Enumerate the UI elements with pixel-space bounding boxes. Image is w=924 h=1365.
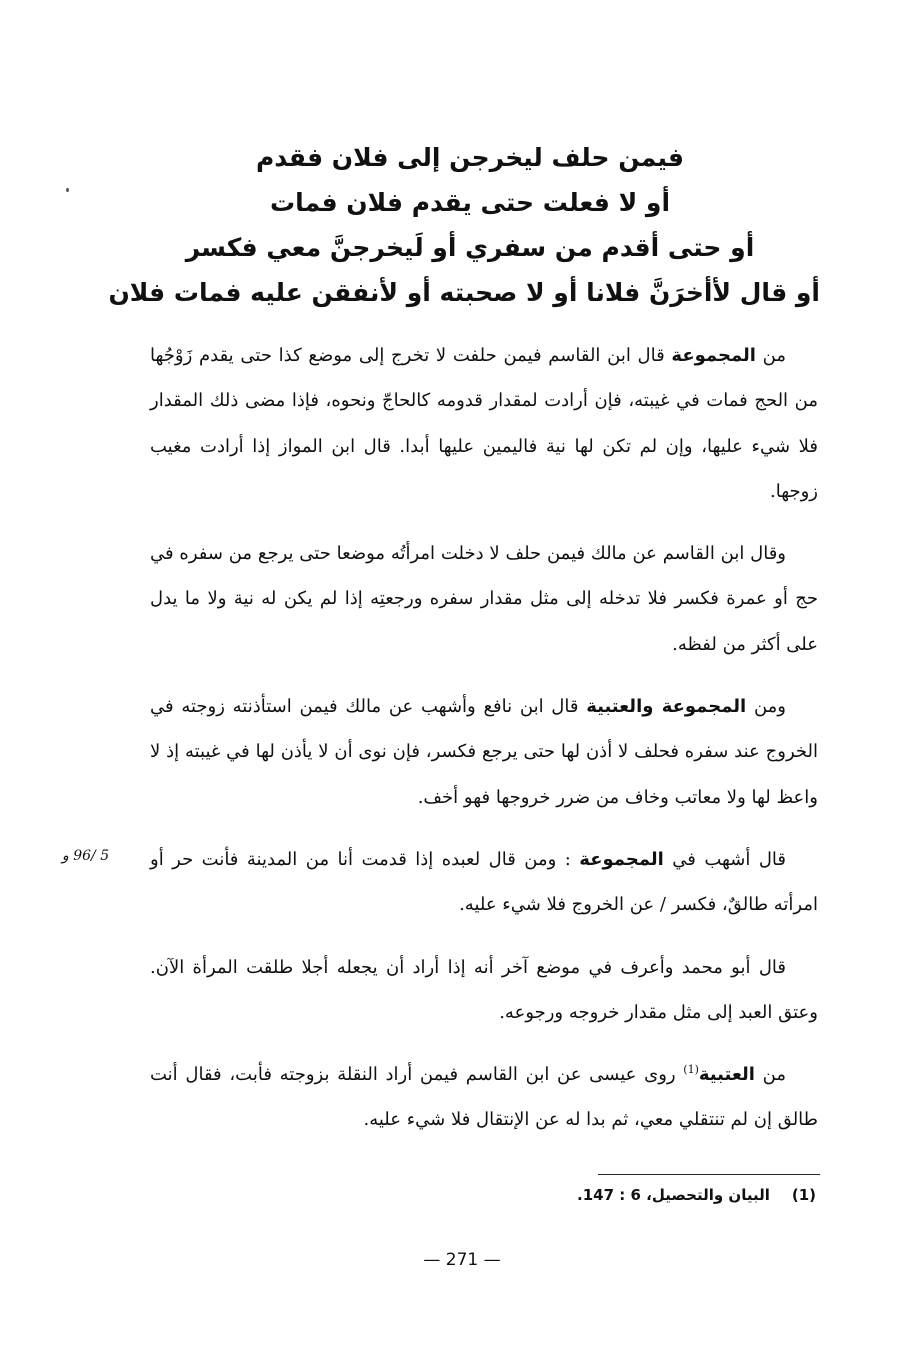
paragraph-6 xyxy=(150,1052,818,1143)
paragraph-3 xyxy=(150,684,818,820)
source-reference: العتبية xyxy=(698,1064,755,1086)
footnote-text: البيان والتحصيل، 6 : 147. xyxy=(577,1186,770,1204)
source-reference: المجموعة xyxy=(579,848,664,870)
paragraph-text: قال ابن القاسم فيمن حلفت لا تخرج إلى موضع كذا حتى يقدم زَوْجُها من الحج فمات في غيبته، فإن أرادت لمقدار قدومه كالحاجّ ونحوه، فإذا مضى ذلك المقدار فلا شيء عليها، وإن لم تكن لها نية فاليمين عليها أبدا. قال ابن المواز إذا أرادت مغيب زوجها. xyxy=(150,345,818,502)
heading-line-3: أو حتى أقدم من سفري أو لَيخرجنَّ معي فكسر xyxy=(185,233,755,262)
paragraph-1 xyxy=(150,333,818,514)
footnote-divider xyxy=(598,1174,820,1175)
paragraph-lead: من xyxy=(755,345,786,366)
source-reference: المجموعة والعتبية xyxy=(586,696,747,718)
paragraph-text: وقال ابن القاسم عن مالك فيمن حلف لا دخلت امرأتُه موضعا حتى يرجع من سفره في حج أو عمرة فكسر فلا تدخله إلى مثل مقدار سفره ورجعتِه إذا لم يكن له نية ولا ما يدل على أكثر من لفظه. xyxy=(150,543,818,655)
paragraph-text: روى عيسى عن ابن القاسم فيمن أراد النقلة بزوجته فأبت، فقال أنت طالق إن لم تنتقلي معي، ثم بدا له عن الإنتقال فلا شيء عليه. xyxy=(150,1064,818,1131)
footnote-marker: (1) xyxy=(683,1063,699,1077)
section-heading xyxy=(108,135,820,315)
heading-line-1: فيمن حلف ليخرجن إلى فلان فقدم xyxy=(255,143,685,172)
paragraph-2 xyxy=(150,531,818,667)
scan-speck xyxy=(66,188,69,192)
paragraph-lead: من xyxy=(754,1064,786,1086)
source-reference: المجموعة xyxy=(671,345,756,366)
paragraph-4 xyxy=(150,837,818,928)
paragraph-lead: قال أشهب في xyxy=(663,848,786,870)
manuscript-folio-note: 5 /96 و xyxy=(62,848,110,864)
paragraph-text: قال أبو محمد وأعرف في موضع آخر أنه إذا أراد أن يجعله أجلا طلقت المرأة الآن. وعتق العبد إلى مثل مقدار خروجه ورجوعه. xyxy=(150,956,818,1023)
paragraph-text: قال ابن نافع وأشهب عن مالك فيمن استأذنته زوجته في الخروج عند سفره فحلف لا أذن لها حتى يرجع فكسر، فإن نوى أن لا يأذن لها في غيبته إذ لا واعظ لها ولا معاتب وخاف من ضرر خروجها فهو أخف. xyxy=(150,696,818,808)
paragraph-lead: ومن xyxy=(746,696,786,718)
heading-line-4: أو قال لأأخرَنَّ فلانا أو لا صحبته أو لأنفقن عليه فمات فلان xyxy=(108,278,820,307)
heading-line-2: أو لا فعلت حتى يقدم فلان فمات xyxy=(269,188,671,217)
paragraph-5 xyxy=(150,945,818,1036)
page-number: — 271 — xyxy=(423,1250,501,1270)
footnote xyxy=(520,1186,816,1204)
footnote-number: (1) xyxy=(791,1186,816,1204)
body-text xyxy=(150,333,818,1160)
paragraph-text: : ومن قال لعبده إذا قدمت أنا من المدينة فأنت حر أو امرأته طالقٌ، فكسر / عن الخروج فلا شيء عليه. xyxy=(150,848,818,916)
